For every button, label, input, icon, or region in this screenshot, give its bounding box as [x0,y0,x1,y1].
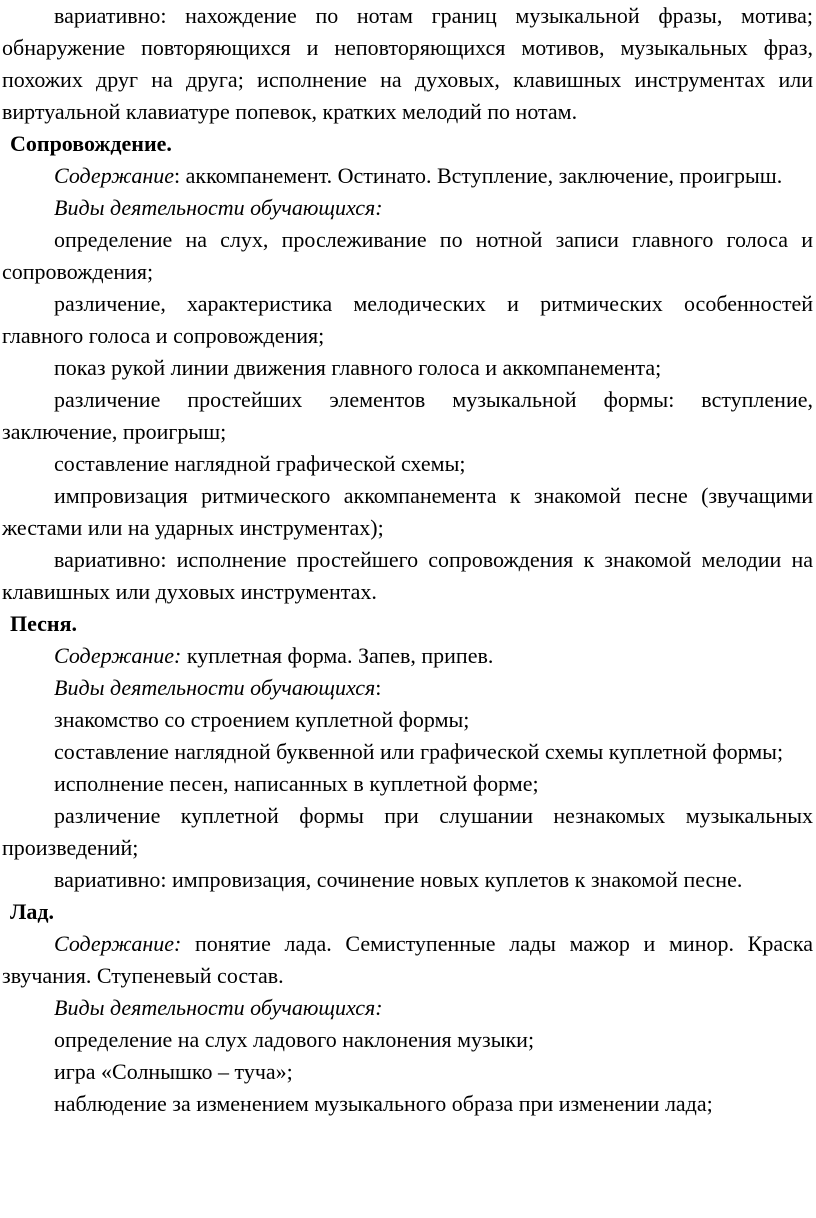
paragraph: составление наглядной графической схемы; [54,451,466,476]
paragraph: различение простейших элементов музыкальной формы: вступление, заключение, проигрыш; [2,387,813,444]
paragraph-text: куплетная форма. Запев, припев. [181,643,494,668]
section-heading: Песня. [10,611,77,636]
paragraph: наблюдение за изменением музыкального образа при изменении лада; [54,1091,713,1116]
paragraph: вариативно: исполнение простейшего сопровождения к знакомой мелодии на клавишных или духовых инструментах. [2,547,813,604]
activities-label [2,672,813,704]
italic-lead: Содержание: [54,643,182,668]
section-heading: Сопровождение. [10,131,172,156]
paragraph-text: : аккомпанемент. Остинато. Вступление, заключение, проигрыш. [174,163,783,188]
paragraph-text: понятие лада. Семиступенные лады мажор и минор. Краска звучания. Ступеневый состав. [2,931,813,988]
paragraph: показ рукой линии движения главного голоса и аккомпанемента; [54,355,662,380]
paragraph: определение на слух, прослеживание по нотной записи главного голоса и сопровождения; [2,227,813,284]
italic-lead: Содержание [54,163,175,188]
activities-label [2,192,813,224]
italic-lead: Виды деятельности обучающихся: [54,195,383,220]
content-paragraph [2,928,813,992]
italic-lead: Виды деятельности обучающихся: [54,995,383,1020]
paragraph: вариативно: импровизация, сочинение новых куплетов к знакомой песне. [54,867,743,892]
paragraph: знакомство со строением куплетной формы; [54,707,470,732]
paragraph: исполнение песен, написанных в куплетной форме; [54,771,539,796]
paragraph: составление наглядной буквенной или графической схемы куплетной формы; [54,739,784,764]
paragraph: игра «Солнышко – туча»; [54,1059,293,1084]
paragraph: вариативно: нахождение по нотам границ музыкальной фразы, мотива; обнаружение повторяющихся и неповторяющихся мотивов, музыкальных фраз, похожих друг на друга; исполнение на духовых, клавишных инструментах или виртуальной клавиатуре попевок, кратких мелодий по нотам. [2,3,813,124]
italic-lead: Виды деятельности обучающихся [54,675,376,700]
paragraph-text: : [375,675,382,700]
paragraph: различение, характеристика мелодических и ритмических особенностей главного голоса и сопровождения; [2,291,813,348]
paragraph: импровизация ритмического аккомпанемента к знакомой песне (звучащими жестами или на ударных инструментах); [2,483,813,540]
activities-label [2,992,813,1024]
paragraph: различение куплетной формы при слушании незнакомых музыкальных произведений; [2,803,813,860]
content-paragraph [2,640,813,672]
italic-lead: Содержание: [54,931,182,956]
paragraph: определение на слух ладового наклонения музыки; [54,1027,535,1052]
section-heading: Лад. [10,899,55,924]
content-paragraph [2,160,813,192]
